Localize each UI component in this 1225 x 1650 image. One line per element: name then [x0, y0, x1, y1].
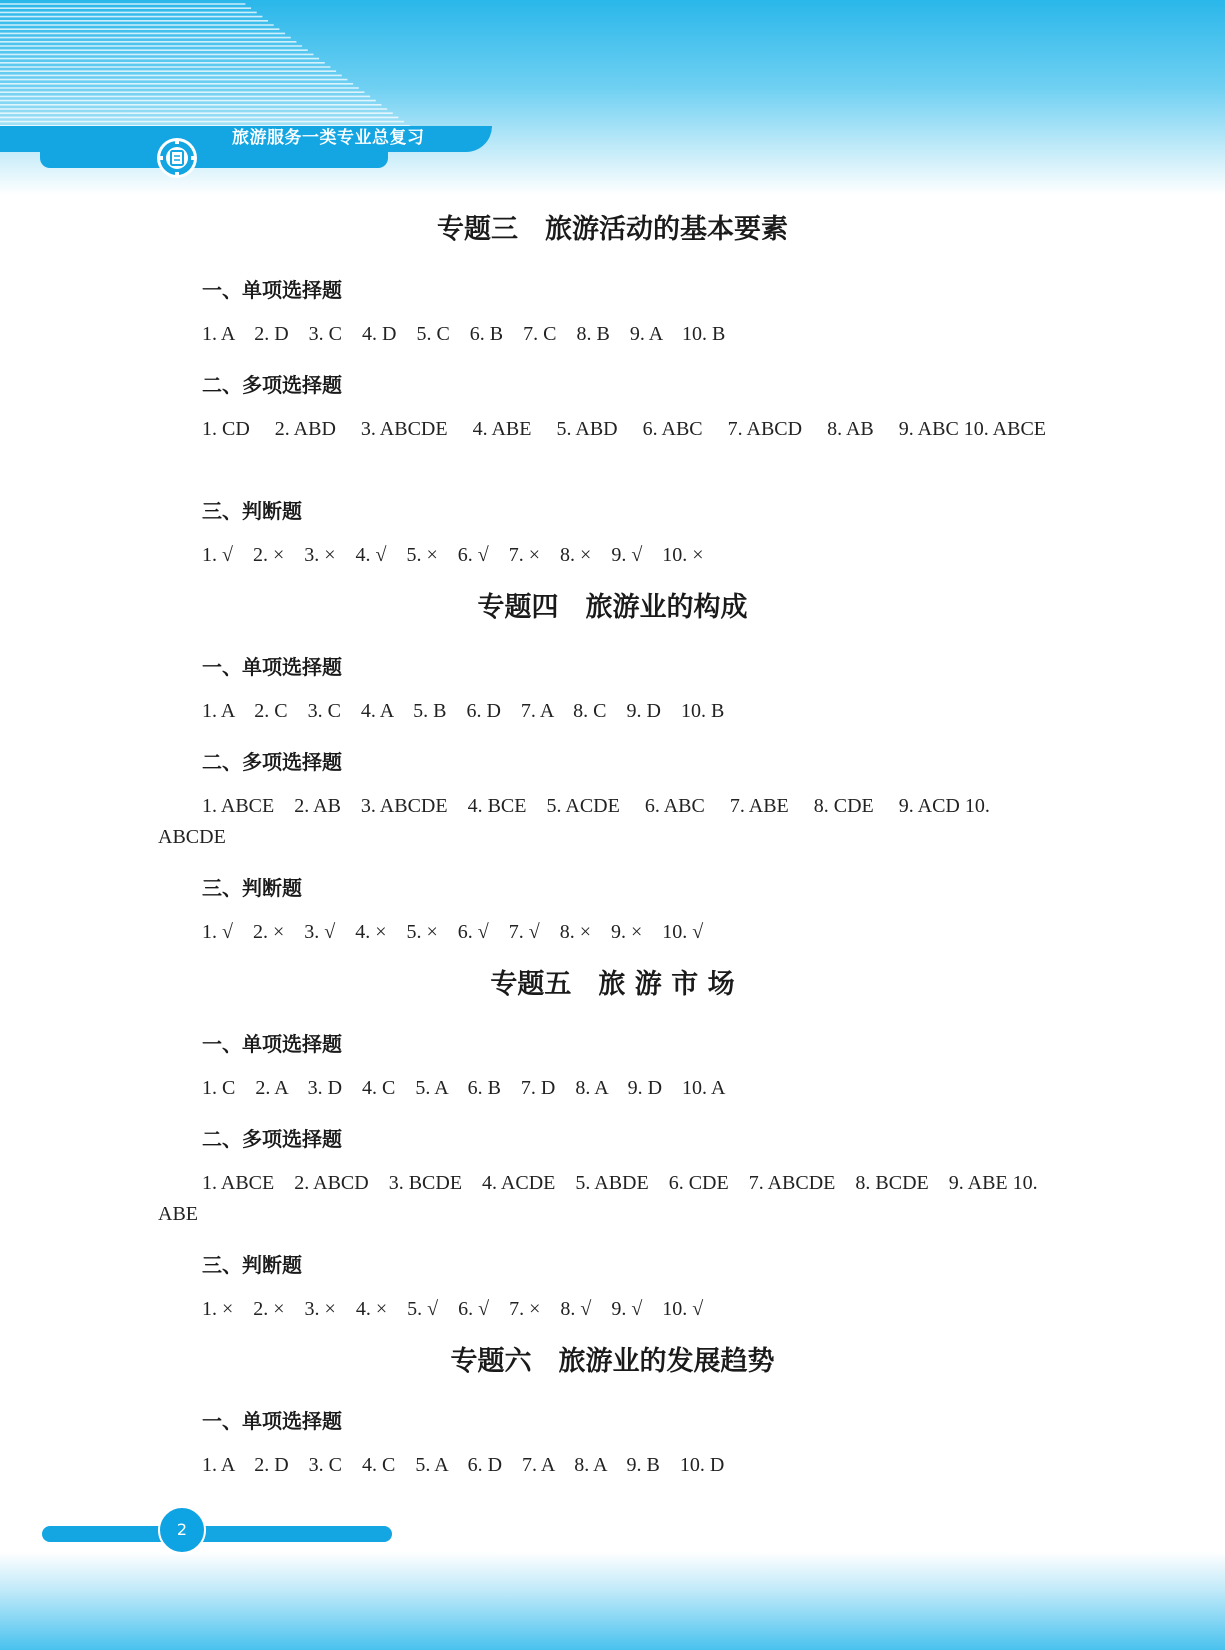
multi-choice-heading: 二、多项选择题	[202, 750, 342, 774]
book-series-title: 旅游服务一类专业总复习	[232, 128, 425, 148]
multi-choice-answers: 1. ABCE 2. ABCD 3. BCDE 4. ACDE 5. ABDE 6. CDE 7. ABCDE 8. BCDE 9. ABE 10. ABE	[158, 1172, 1042, 1225]
true-false-answers: 1. × 2. × 3. × 4. × 5. √ 6. √ 7. × 8. √ 9. √ 10. √	[202, 1298, 704, 1320]
true-false-heading: 三、判断题	[202, 876, 302, 900]
section-title-4: 专题四 旅游业的构成	[477, 592, 748, 623]
multi-choice-answers: 1. ABCE 2. AB 3. ABCDE 4. BCE 5. ACDE 6. ABC 7. ABE 8. CDE 9. ACD 10. ABCDE	[158, 795, 994, 848]
true-false-heading: 三、判断题	[202, 1253, 302, 1277]
multi-choice-heading: 二、多项选择题	[202, 373, 342, 397]
true-false-answers: 1. √ 2. × 3. × 4. √ 5. × 6. √ 7. × 8. × 9. √ 10. ×	[202, 544, 704, 566]
page-footer-background	[0, 1552, 1225, 1650]
section-title-3: 专题三 旅游活动的基本要素	[437, 214, 788, 245]
single-choice-answers: 1. A 2. D 3. C 4. D 5. C 6. B 7. C 8. B 9. A 10. B	[202, 323, 726, 345]
single-choice-answers: 1. C 2. A 3. D 4. C 5. A 6. B 7. D 8. A 9. D 10. A	[202, 1077, 726, 1099]
page-number: 2	[158, 1506, 206, 1554]
single-choice-heading: 一、单项选择题	[202, 655, 342, 679]
footer-bar	[42, 1526, 392, 1542]
single-choice-heading: 一、单项选择题	[202, 278, 342, 302]
single-choice-heading: 一、单项选择题	[202, 1032, 342, 1056]
multi-choice-answers: 1. CD 2. ABD 3. ABCDE 4. ABE 5. ABD 6. ABC 7. ABCD 8. AB 9. ABC 10. ABCE	[202, 418, 1047, 440]
multi-choice-heading: 二、多项选择题	[202, 1127, 342, 1151]
header-banner-underline	[40, 152, 388, 168]
true-false-answers: 1. √ 2. × 3. √ 4. × 5. × 6. √ 7. √ 8. × 9. × 10. √	[202, 921, 704, 943]
book-gear-icon	[155, 136, 199, 180]
section-title-6: 专题六 旅游业的发展趋势	[450, 1346, 775, 1377]
section-title-5: 专题五 旅 游 市 场	[490, 969, 735, 1000]
true-false-heading: 三、判断题	[202, 499, 302, 523]
single-choice-answers: 1. A 2. C 3. C 4. A 5. B 6. D 7. A 8. C 9. D 10. B	[202, 700, 725, 722]
single-choice-answers: 1. A 2. D 3. C 4. C 5. A 6. D 7. A 8. A 9. B 10. D	[202, 1454, 725, 1476]
single-choice-heading: 一、单项选择题	[202, 1409, 342, 1433]
